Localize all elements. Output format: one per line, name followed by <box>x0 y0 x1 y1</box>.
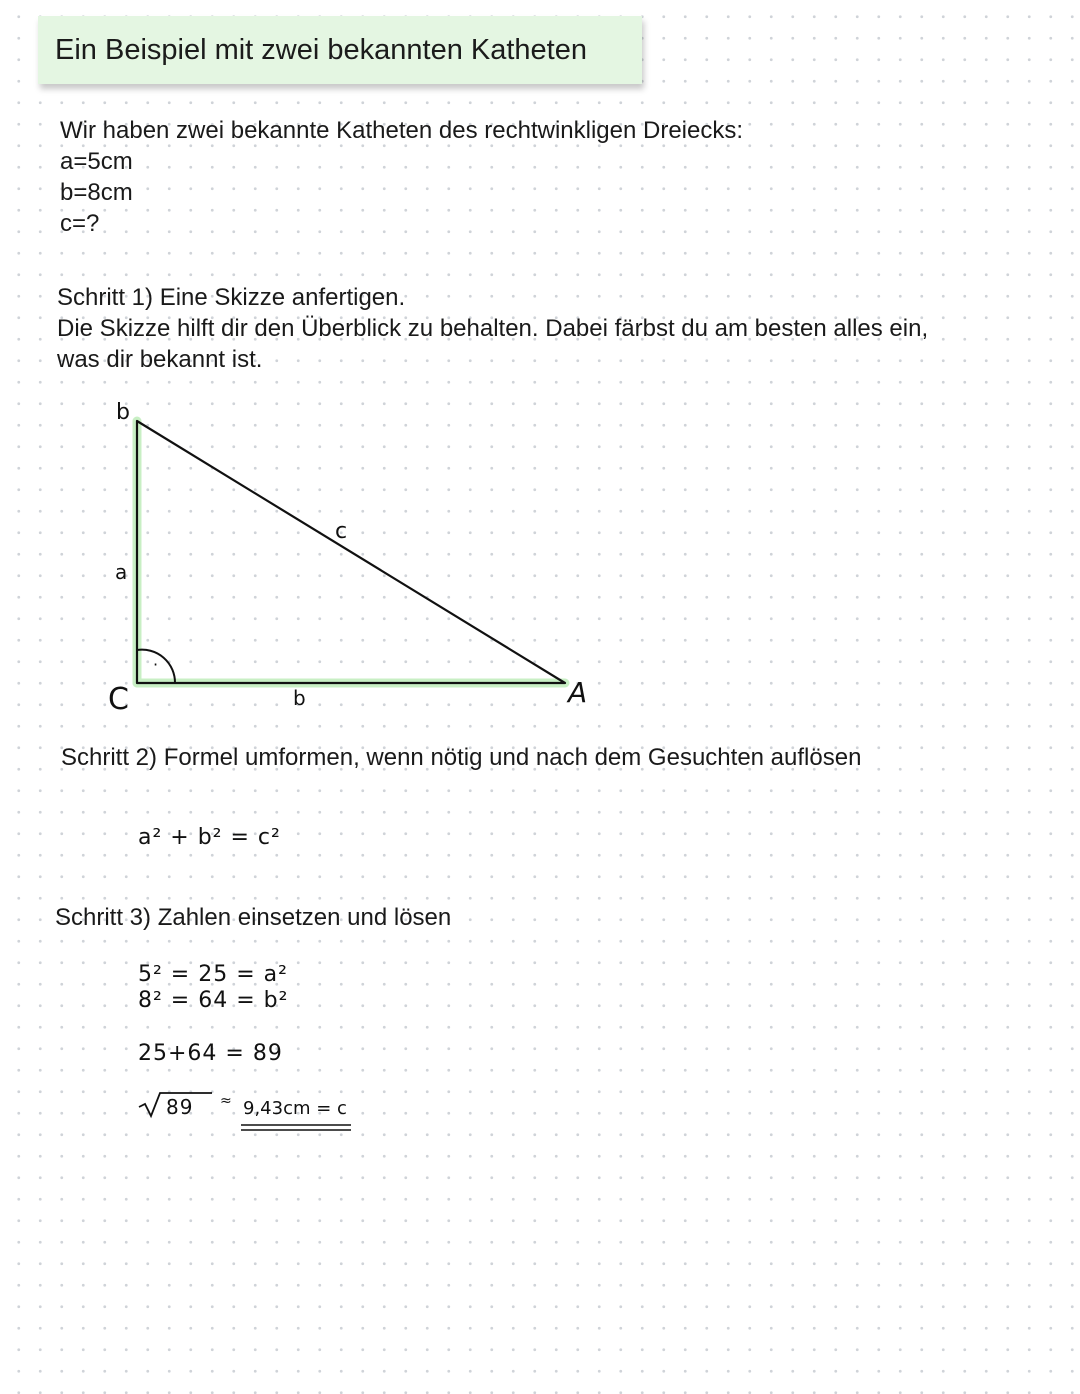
side-b-label: b <box>293 686 306 710</box>
step1-line1: Die Skizze hilft dir den Überblick zu behalten. Dabei färbst du am besten alles ein, <box>57 315 929 342</box>
vertex-c-label: C <box>108 682 129 717</box>
step3-line1: 5² = 25 = a² <box>138 962 288 987</box>
given-b: b=8cm <box>60 179 133 206</box>
sqrt-value: 89 <box>166 1095 194 1119</box>
side-a-label: a <box>115 560 128 584</box>
vertex-a-label: A <box>568 676 588 709</box>
given-c: c=? <box>60 210 100 237</box>
approx-sign: ≈ <box>220 1093 233 1109</box>
step1-line2: was dir bekannt ist. <box>57 346 263 373</box>
right-angle-dot: · <box>153 655 159 674</box>
step2-formula: a² + b² = c² <box>138 825 281 850</box>
step2-block <box>61 742 861 773</box>
given-a: a=5cm <box>60 148 133 175</box>
step3-line2: 8² = 64 = b² <box>138 988 289 1013</box>
given-intro: Wir haben zwei bekannte Katheten des rechtwinkligen Dreiecks: <box>60 117 744 144</box>
vertex-b-label: b <box>116 400 130 425</box>
step2-heading: Schritt 2) Formel umformen, wenn nötig und nach dem Gesuchten auflösen <box>61 744 862 771</box>
triangle-outline <box>137 421 565 683</box>
step3-sum: 25+64 = 89 <box>138 1041 283 1066</box>
side-c-label: c <box>335 519 348 544</box>
step1-heading: Schritt 1) Eine Skizze anfertigen. <box>57 284 406 311</box>
step3-heading: Schritt 3) Zahlen einsetzen und lösen <box>55 904 452 931</box>
step3-block <box>55 902 451 933</box>
result-value: 9,43cm = c <box>243 1098 347 1119</box>
page-title: Ein Beispiel mit zwei bekannten Katheten <box>55 33 587 66</box>
